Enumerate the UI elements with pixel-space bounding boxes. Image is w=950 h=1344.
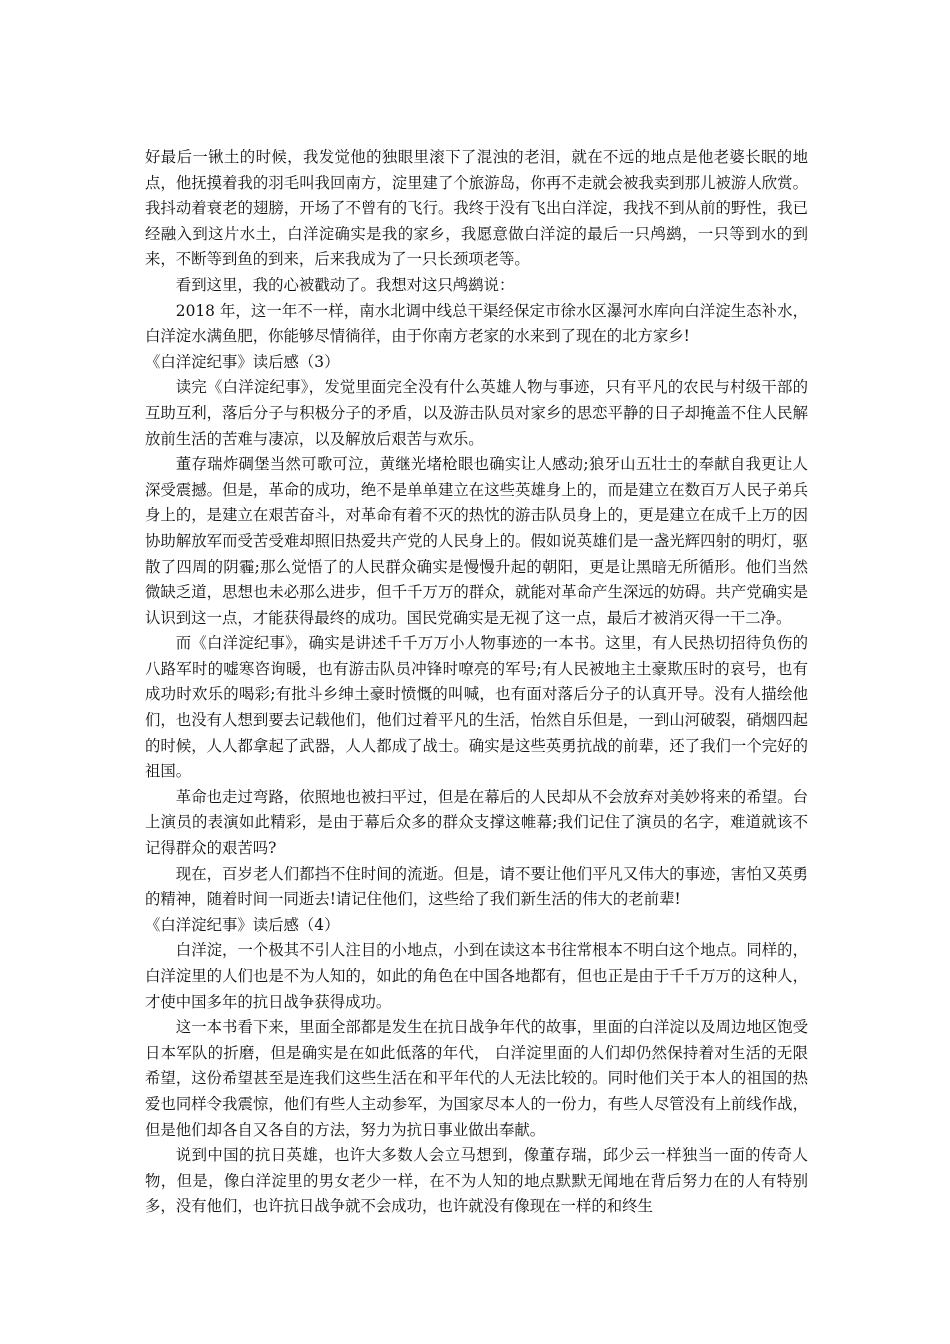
document-page bbox=[145, 145, 808, 1220]
paragraph-9: 白洋淀，一个极其不引人注目的小地点，小到在读这本书往常根本不明白这个地点。同样的，白洋淀里的人们也是不为人知的，如此的角色在中国各地都有，但也正是由于千千万万的这种人，才使中国多年的抗日战争获得成功。 bbox=[145, 941, 808, 1011]
paragraph-2: 看到这里，我的心被戳动了。我想对这只鸬鹚说： bbox=[175, 275, 515, 294]
paragraph-3: 2018 年，这一年不一样，南水北调中线总干渠经保定市徐水区瀑河水库向白洋淀生态补水，白洋淀水满鱼肥，你能够尽情徜徉，由于你南方老家的水来到了现在的北方家乡! bbox=[145, 301, 808, 346]
paragraph-1: 好最后一锹土的时候，我发觉他的独眼里滚下了混浊的老泪，就在不远的地点是他老婆长眠的地点，他抚摸着我的羽毛叫我回南方，淀里建了个旅游岛，你再不走就会被我卖到那儿被游人欣赏。我抖动着衰老的翅膀，开场了不曾有的飞行。我终于没有飞出白洋淀，我找不到从前的野性，我已经融入到这片水土，白洋淀确实是我的家乡，我愿意做白洋淀的最后一只鸬鹚，一只等到水的到来，不断等到鱼的到来，后来我成为了一只长颈项老等。 bbox=[145, 148, 808, 269]
paragraph-6: 而《白洋淀纪事》，确实是讲述千千万万小人物事迹的一本书。这里，有人民热切招待负伤的八路军时的嘘寒咨询暖，也有游击队员冲锋时嘹亮的军号;有人民被地主土豪欺压时的哀号，也有成功时欢乐的喝彩;有批斗乡绅土豪时愤慨的叫喊，也有面对落后分子的认真开导。没有人描绘他们，也没有人想到要去记载他们，他们过着平凡的生活，怡然自乐但是，一到山河破裂，硝烟四起的时候，人人都拿起了武器，人人都成了战士。确实是这些英勇抗战的前辈，还了我们一个完好的祖国。 bbox=[145, 634, 808, 781]
paragraph-7: 革命也走过弯路，依照地也被扫平过，但是在幕后的人民却从不会放弃对美妙将来的希望。台上演员的表演如此精彩，是由于幕后众多的群众支撑这帷幕;我们记住了演员的名字，难道就该不记得群众的艰苦吗? bbox=[145, 787, 808, 858]
paragraph-5: 董存瑞炸碉堡当然可歌可泣，黄继光堵枪眼也确实让人感动;狼牙山五壮士的奉献自我更让人深受震撼。但是，革命的成功，绝不是单单建立在这些英雄身上的，而是建立在数百万人民子弟兵身上的，是建立在艰苦奋斗，对革命有着不灭的热忱的游击队员身上的，更是建立在成千上万的因协助解放军而受苦受难却照旧热爱共产党的人民身上的。假如说英雄们是一盏光辉四射的明灯，驱散了四周的阴霾;那么觉悟了的人民群众确实是慢慢升起的朝阳，更是让黑暗无所循形。他们当然微缺乏道，思想也未必那么进步，但千千万万的群众，就能对革命产生深远的妨碍。共产党确实是认识到这一点，才能获得最终的成功。国民党确实是无视了这一点，最后才被消灭得一干二净。 bbox=[145, 455, 808, 627]
section-heading-4: 《白洋淀纪事》读后感（4） bbox=[145, 915, 340, 934]
paragraph-10: 这一本书看下来，里面全部都是发生在抗日战争年代的故事，里面的白洋淀以及周边地区饱受日本军队的折磨，但是确实是在如此低落的年代， 白洋淀里面的人们却仍然保持着对生活的无限希望，这份希望甚至是连我们这些生活在和平年代的人无法比较的。同时他们关于本人的祖国的热爱也同样令我震惊，他们有些人主动参军，为国家尽本人的一份力，有些人尽管没有上前线作战，但是他们却各自又各自的方法，努力为抗日事业做出奉献。 bbox=[145, 1018, 808, 1139]
paragraph-8: 现在，百岁老人们都挡不住时间的流逝。但是，请不要让他们平凡又伟大的事迹，害怕又英勇的精神，随着时间一同逝去!请记住他们，这些给了我们新生活的伟大的老前辈! bbox=[145, 864, 808, 909]
section-heading-3: 《白洋淀纪事》读后感（3） bbox=[145, 352, 340, 371]
paragraph-11: 说到中国的抗日英雄，也许大多数人会立马想到，像董存瑞，邱少云一样独当一面的传奇人物，但是，像白洋淀里的男女老少一样，在不为人知的地点默默无闻地在背后努力在的人有特别多，没有他们，也许抗日战争就不会成功，也许就没有像现在一样的和终生 bbox=[145, 1146, 808, 1216]
paragraph-4: 读完《白洋淀纪事》，发觉里面完全没有什么英雄人物与事迹，只有平凡的农民与村级干部的互助互利，落后分子与积极分子的矛盾，以及游击队员对家乡的思恋平静的日子却掩盖不住人民解放前生活的苦难与凄凉，以及解放后艰苦与欢乐。 bbox=[145, 378, 808, 448]
